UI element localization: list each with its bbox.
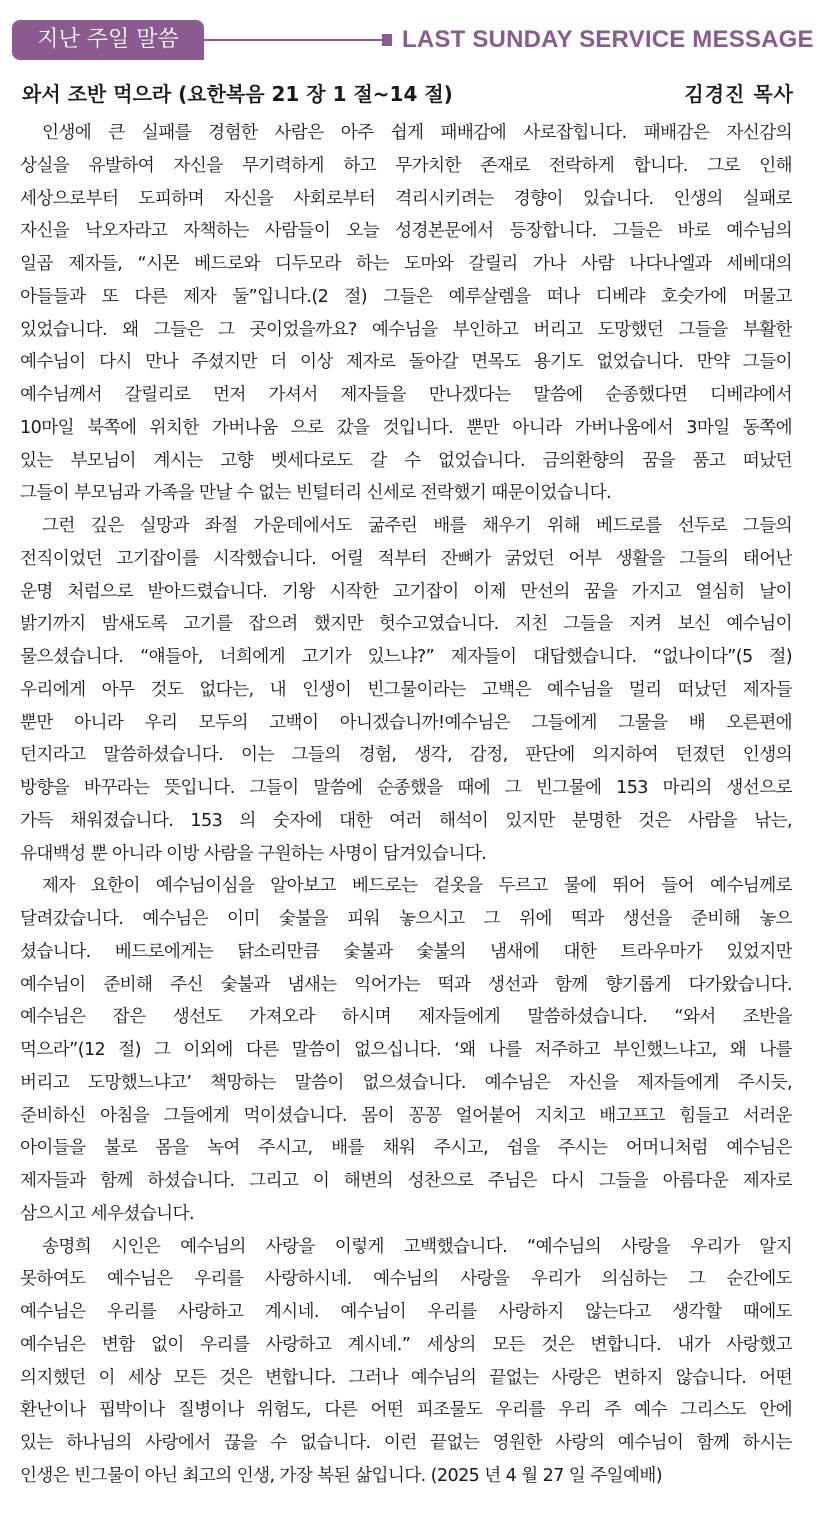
body-line: 가득 채워졌습니다. 153 의 숫자에 대한 여러 해석이 있지만 분명한 것은 사람을 낚는, [20,810,792,831]
body-line: 제자들과 함께 하셨습니다. 그리고 이 해변의 성찬으로 주님은 다시 그들을 아름다운 제자로 [20,1171,792,1191]
body-line: 준비하신 아침을 그들에게 먹이셨습니다. 몸이 꽁꽁 얼어붙어 지치고 배고프고 힘들고 서러운 [20,1105,792,1126]
body-line: 환난이나 핍박이나 질병이나 위험도, 다른 어떤 피조물도 우리를 우리 주 예수 그리스도 안에 [20,1400,792,1421]
body-line: 있는 하나님의 사랑에서 끊을 수 없습니다. 이런 끝없는 영원한 사랑의 예수님이 함께 하시는 [20,1433,792,1453]
body-line: 예수님은 잡은 생선도 가져오라 하시며 제자들에게 말씀하셨습니다. “와서 조반을 [20,1007,792,1028]
header-rule [204,39,384,41]
body-line: 전직이었던 고기잡이를 시작했습니다. 어릴 적부터 잔뼈가 굵었던 어부 생활을 그들의 태어난 [20,548,792,569]
square-bullet-icon [382,34,392,46]
sermon-title: 와서 조반 먹으라 (요한복음 21 장 1 절~14 절) [22,82,453,106]
body-line: 일곱 제자들, “시몬 베드로와 디두모라 하는 도마와 갈릴리 가나 사람 나다나엘과 세베대의 [20,254,792,274]
body-line: 제자 요한이 예수님이심을 알아보고 베드로는 겉옷을 두르고 물에 뛰어 들어 예수님께로 [42,876,792,897]
body-line: 인생에 큰 실패를 경험한 사람은 아주 쉽게 패배감에 사로잡힙니다. 패배감은 자신감의 [42,123,792,143]
body-line: 뿐만 아니라 우리 모두의 고백이 아니겠습니까!예수님은 그들에게 그물을 배 오른편에 [20,712,792,733]
body-line: 그들이 부모님과 가족을 만날 수 없는 빈털터리 신세로 전락했기 때문이었습니다. [20,483,611,504]
body-line: 버리고 도망했느냐고’ 책망하는 말씀이 없으셨습니다. 예수님은 자신을 제자들에게 주시듯, [20,1072,792,1093]
body-line: 의지했던 이 세상 모든 것은 변합니다. 그러나 예수님의 끝없는 사랑은 변하지 않습니다. 어떤 [20,1367,792,1388]
body-line: 아이들을 불로 몸을 녹여 주시고, 배를 채워 주시고, 쉼을 주시는 어머니처럼 예수님은 [20,1138,792,1159]
sermon-author: 김경진 목사 [684,82,794,106]
body-line: 예수님이 준비해 주신 숯불과 냄새는 익어가는 떡과 생선과 함께 향기롭게 다가왔습니다. [20,974,792,995]
body-line: 예수님은 변함 없이 우리를 사랑하고 계시네.” 세상의 모든 것은 변합니다. 내가 사랑했고 [20,1334,792,1355]
body-line: 달려갔습니다. 예수님은 이미 숯불을 피워 놓으시고 그 위에 떡과 생선을 준비해 놓으 [20,909,792,929]
body-line: 던지라고 말씀하셨습니다. 이는 그들의 경험, 생각, 감정, 판단에 의지하여 던졌던 인생의 [20,745,792,766]
body-line: 인생은 빈그물이 아닌 최고의 인생, 가장 복된 삶입니다. (2025 년 4 월 27 일 주일예배) [20,1465,663,1486]
body-line: 먹으라”(12 절) 그 이외에 다른 말씀이 없으십니다. ‘왜 나를 저주하고 부인했느냐고, 왜 나를 [20,1040,792,1060]
sermon-body [20,117,792,1493]
body-line: 자신을 낙오자라고 자책하는 사람들이 오늘 성경본문에서 등장합니다. 그들은 바로 예수님의 [20,221,792,242]
body-line: 10마일 북쪽에 위치한 가버나움 으로 갔을 것입니다. 뿐만 아니라 가버나움에서 3마일 동쪽에 [20,417,792,438]
body-line: 있었습니다. 왜 그들은 그 곳이었을까요? 예수님을 부인하고 버리고 도망했던 그들을 부활한 [20,319,792,340]
sermon-title-row [22,78,794,112]
body-line: 못하여도 예수님은 우리를 사랑하시네. 예수님의 사랑을 우리가 의심하는 그 순간에도 [20,1269,792,1290]
body-line: 있는 부모님이 계시는 고향 벳세다로도 갈 수 없었습니다. 금의환향의 꿈을 품고 떠났던 [20,450,792,471]
body-line: 방향을 바꾸라는 뜻입니다. 그들이 말씀에 순종했을 때에 그 빈그물에 153 마리의 생선으로 [20,778,792,798]
korean-section-tag: 지난 주일 말씀 [12,20,204,60]
body-line: 예수님이 다시 만나 주셨지만 더 이상 제자로 돌아갈 면목도 용기도 없었습니다. 만약 그들이 [20,352,792,373]
body-line: 예수님은 우리를 사랑하고 계시네. 예수님이 우리를 사랑하지 않는다고 생각할 때에도 [20,1302,792,1322]
body-line: 송명희 시인은 예수님의 사랑을 이렇게 고백했습니다. “예수님의 사랑을 우리가 알지 [42,1236,792,1257]
body-line: 우리에게 아무 것도 없다는, 내 인생이 빈그물이라는 고백은 예수님을 멀리 떠났던 제자들 [20,679,792,700]
body-line: 밝기까지 밤새도록 고기를 잡으려 했지만 헛수고였습니다. 지친 그들을 지켜 보신 예수님이 [20,614,792,635]
body-line: 물으셨습니다. “얘들아, 너희에게 고기가 있느냐?” 제자들이 대답했습니다. “없나이다”(5 절) [20,647,792,667]
body-line: 예수님께서 갈릴리로 먼저 가셔서 제자들을 만나겠다는 말씀에 순종했다면 디베랴에서 [20,385,792,405]
english-section-title: LAST SUNDAY SERVICE MESSAGE [402,26,814,53]
body-line: 상실을 유발하여 자신을 무기력하게 하고 무가치한 존재로 전락하게 합니다. 그로 인해 [20,155,792,176]
body-line: 유대백성 뿐 아니라 이방 사람을 구원하는 사명이 담겨있습니다. [20,843,487,864]
body-line: 삼으시고 세우셨습니다. [20,1203,194,1224]
body-line: 세상으로부터 도피하며 자신을 사회로부터 격리시키려는 경향이 있습니다. 인생의 실패로 [20,188,792,209]
section-header [12,20,814,60]
body-line: 그런 깊은 실망과 좌절 가운데에서도 굶주린 배를 채우기 위해 베드로를 선두로 그들의 [42,516,792,536]
body-line: 아들들과 또 다른 제자 둘”입니다.(2 절) 그들은 예루살렘을 떠나 디베랴 호숫가에 머물고 [20,286,792,307]
body-line: 운명 처럼으로 받아드렸습니다. 기왕 시작한 고기잡이 이제 만선의 꿈을 가지고 열심히 날이 [20,581,792,602]
body-line: 셨습니다. 베드로에게는 닭소리만큼 숯불과 숯불의 냄새에 대한 트라우마가 있었지만 [20,941,792,962]
